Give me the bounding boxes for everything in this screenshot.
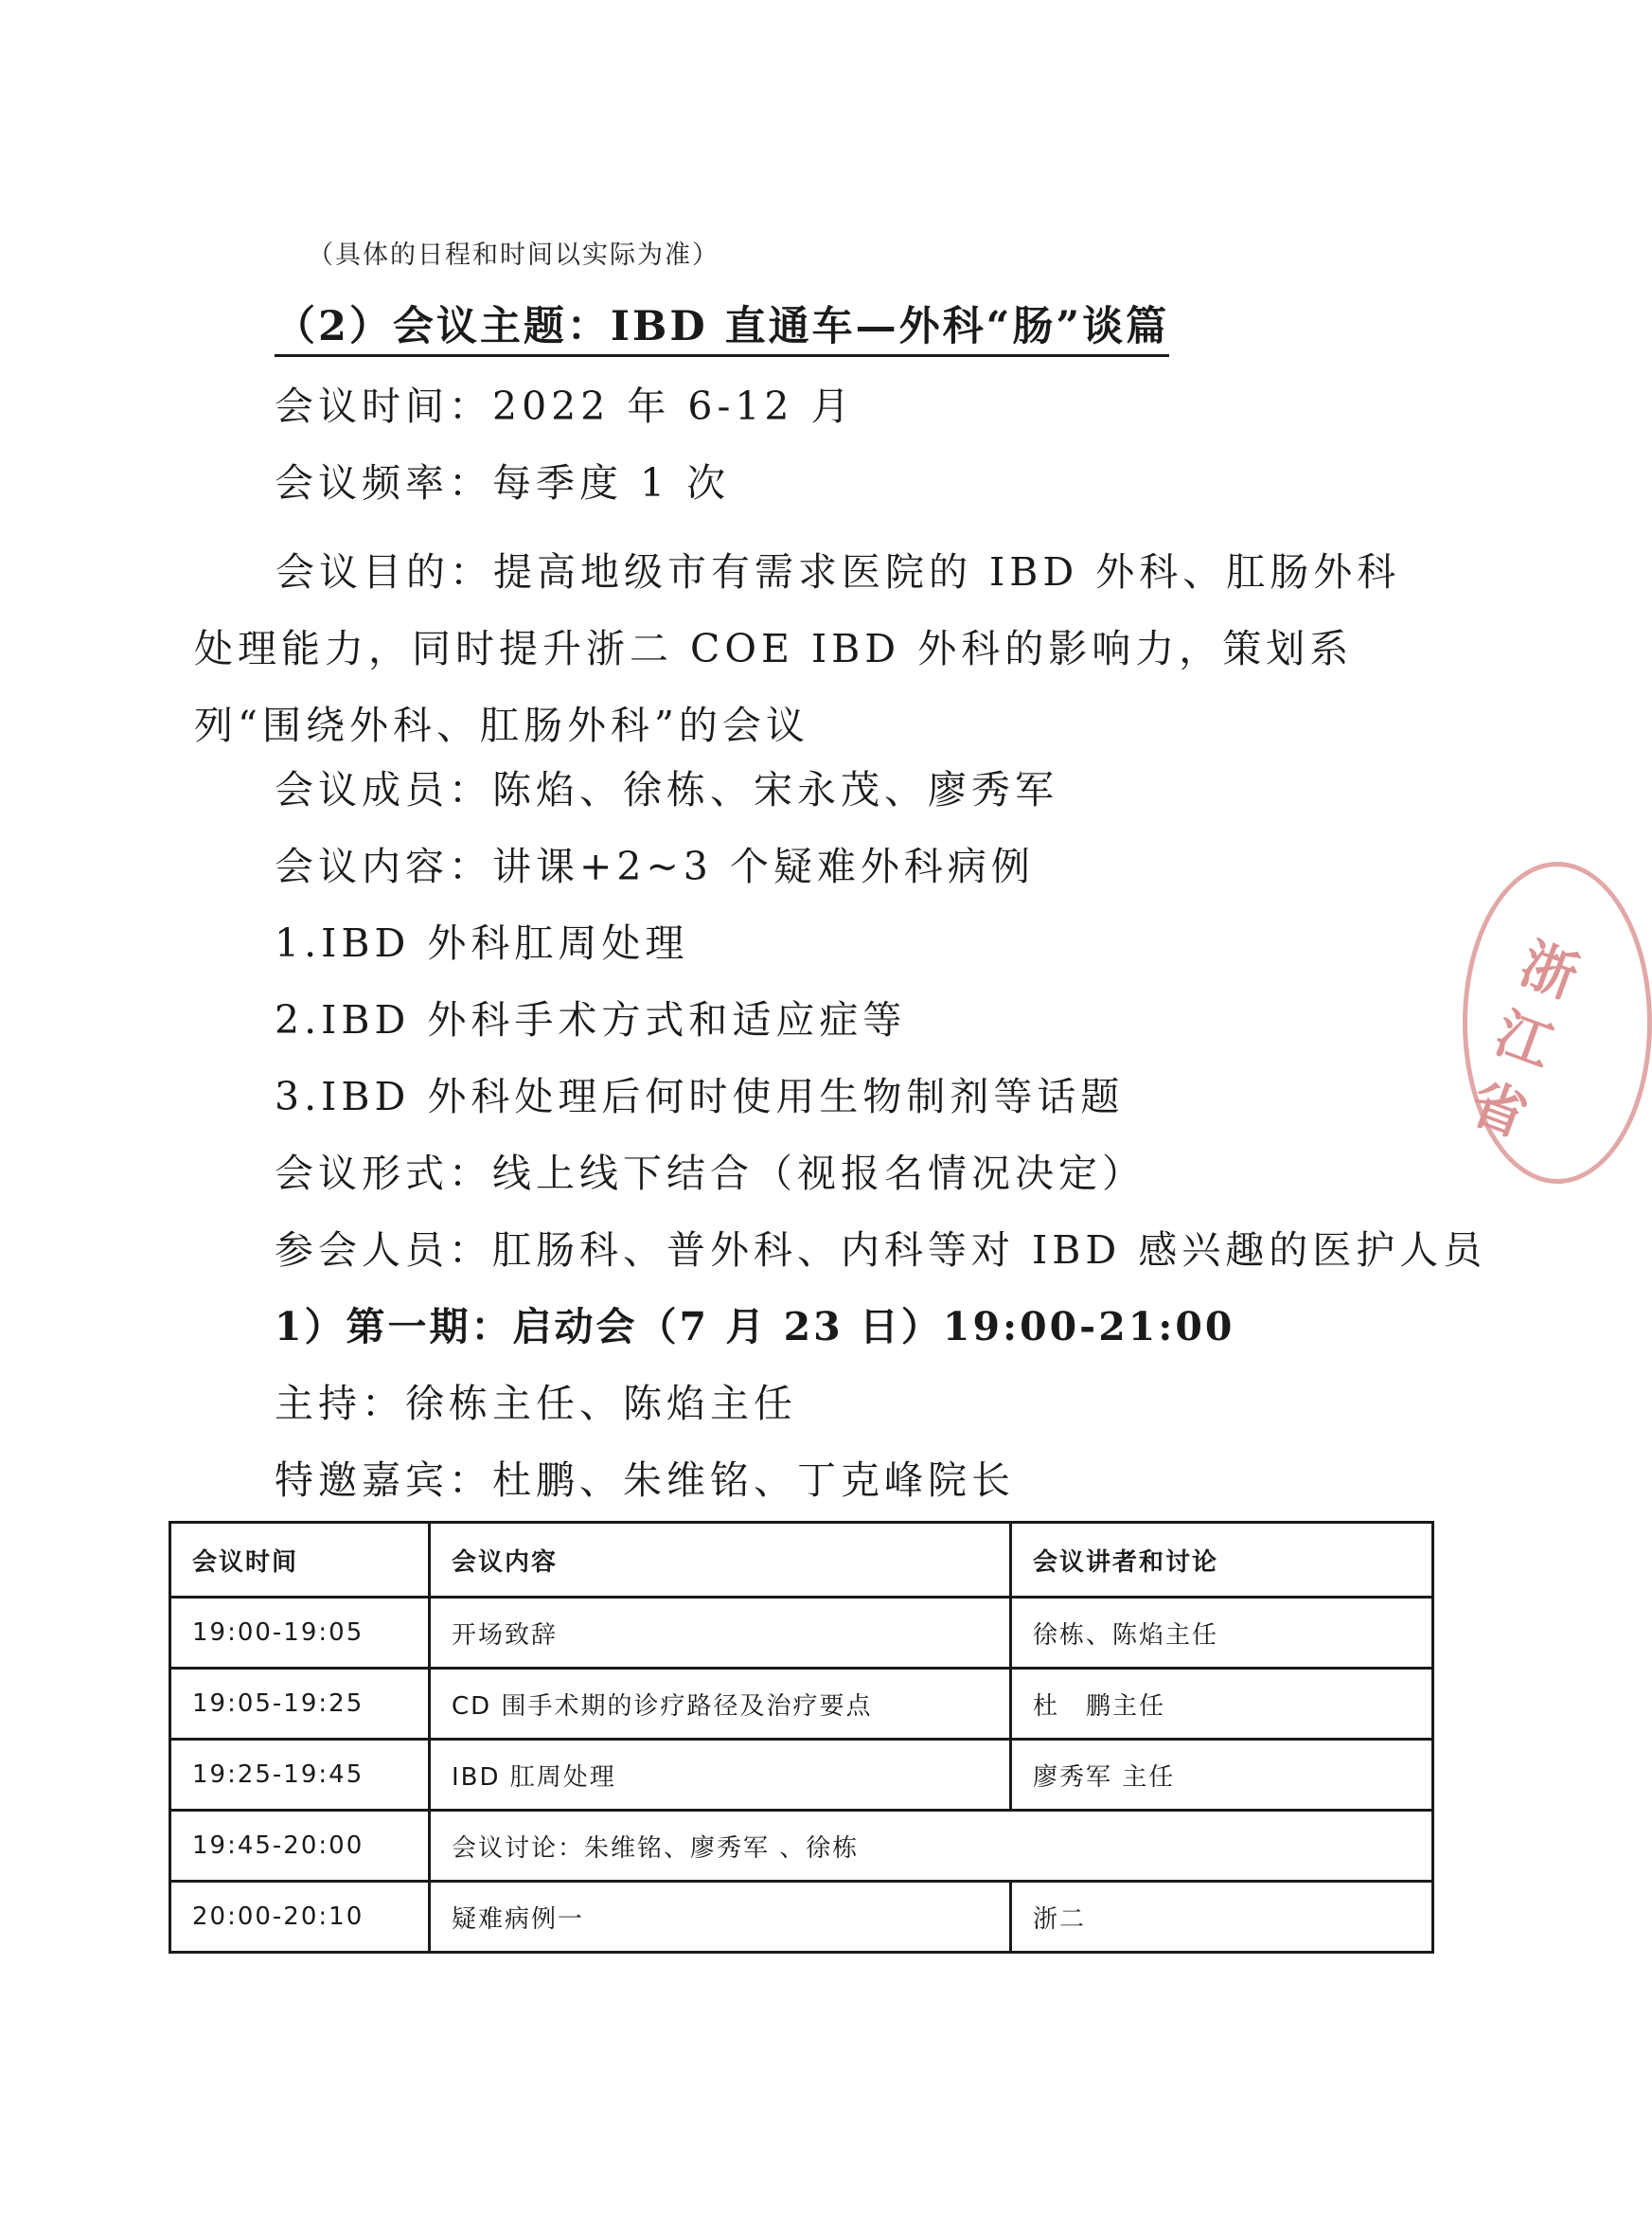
- table-row: [170, 1811, 1433, 1882]
- row-content: 开场致辞: [430, 1598, 1011, 1669]
- row-time: 19:05-19:25: [170, 1669, 430, 1740]
- schedule-table: [169, 1521, 1434, 1954]
- topic-item: 1.IBD 外科肛周处理: [275, 920, 689, 966]
- session-guests: 特邀嘉宾：杜鹏、朱维铭、丁克峰院长: [275, 1457, 1015, 1503]
- seal-text: 浙江省: [1462, 931, 1587, 1150]
- official-seal: [1463, 862, 1652, 1184]
- header-content: 会议内容: [430, 1523, 1011, 1598]
- row-time: 19:00-19:05: [170, 1598, 430, 1669]
- topic-item: 2.IBD 外科手术方式和适应症等: [275, 997, 907, 1043]
- meeting-members: 会议成员：陈焰、徐栋、宋永茂、廖秀军: [275, 767, 1058, 813]
- row-discussion: 会议讨论：朱维铭、廖秀军 、徐栋: [430, 1811, 1433, 1882]
- header-speaker: 会议讲者和讨论: [1011, 1523, 1433, 1598]
- topic-item: 3.IBD 外科处理后何时使用生物制剂等话题: [275, 1074, 1125, 1119]
- meeting-content: 会议内容：讲课+2~3 个疑难外科病例: [275, 844, 1035, 889]
- meeting-frequency: 会议频率：每季度 1 次: [275, 460, 731, 506]
- row-content: CD 围手术期的诊疗路径及治疗要点: [430, 1669, 1011, 1740]
- row-content: IBD 肛周处理: [430, 1740, 1011, 1811]
- row-speaker: 徐栋、陈焰主任: [1011, 1598, 1433, 1669]
- meeting-time: 会议时间：2022 年 6-12 月: [275, 384, 855, 429]
- meeting-format: 会议形式：线上线下结合（视报名情况决定）: [275, 1151, 1146, 1196]
- table-header-row: [170, 1523, 1433, 1598]
- row-speaker: 浙二: [1011, 1882, 1433, 1953]
- session-host: 主持：徐栋主任、陈焰主任: [275, 1381, 797, 1426]
- table-row: [170, 1882, 1433, 1953]
- header-time: 会议时间: [170, 1523, 430, 1598]
- meeting-attendees: 参会人员：肛肠科、普外科、内科等对 IBD 感兴趣的医护人员: [275, 1227, 1487, 1273]
- table-row: [170, 1598, 1433, 1669]
- table-row: [170, 1740, 1433, 1811]
- table-row: [170, 1669, 1433, 1740]
- meeting-theme-heading: （2）会议主题：IBD 直通车—外科“肠”谈篇: [275, 301, 1169, 357]
- row-time: 19:25-19:45: [170, 1740, 430, 1811]
- row-time: 19:45-20:00: [170, 1811, 430, 1882]
- row-speaker: 杜 鹏主任: [1011, 1669, 1433, 1740]
- row-speaker: 廖秀军 主任: [1011, 1740, 1433, 1811]
- row-content: 疑难病例一: [430, 1882, 1011, 1953]
- session-title: 1）第一期：启动会（7 月 23 日）19:00-21:00: [275, 1304, 1235, 1349]
- row-time: 20:00-20:10: [170, 1882, 430, 1953]
- meeting-purpose: 会议目的：提高地级市有需求医院的 IBD 外科、肛肠外科处理能力，同时提升浙二 COE IBD 外科的影响力，策划系列“围绕外科、肛肠外科”的会议: [194, 549, 1401, 748]
- schedule-note: （具体的日程和时间以实际为准）: [308, 241, 719, 270]
